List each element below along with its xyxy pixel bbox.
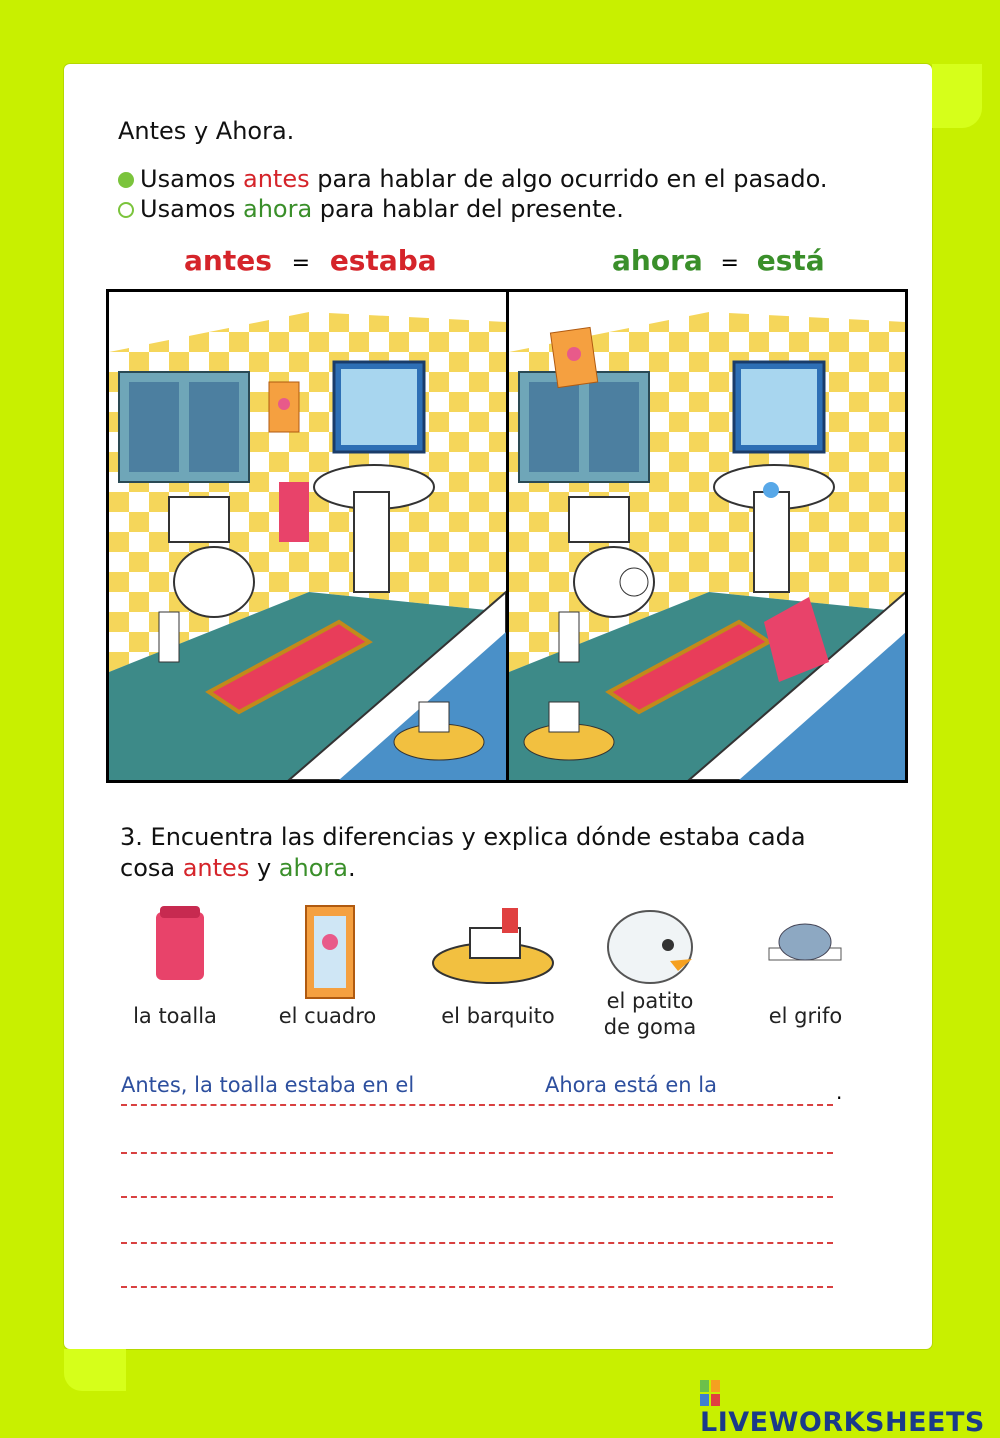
intro-line-ahora — [118, 195, 624, 223]
keyword-ahora: ahora — [242, 195, 313, 223]
faucet-icon — [765, 912, 845, 977]
picture-frame-icon — [300, 902, 360, 1007]
liveworksheets-logo — [700, 1376, 1000, 1438]
eq-word: está — [756, 244, 825, 277]
keyword-antes: antes — [242, 165, 310, 193]
eq-sign: = — [720, 251, 739, 276]
bathroom-before-illustration — [109, 292, 509, 780]
instruction-text: y — [249, 854, 279, 882]
instruction-text: cosa — [120, 854, 183, 882]
worksheet-title: Antes y Ahora. — [118, 117, 295, 145]
smiley-icon — [118, 172, 134, 188]
intro-line-antes — [118, 165, 828, 193]
eq-word: estaba — [329, 244, 437, 277]
item-label: el barquito — [441, 1004, 555, 1028]
item-label: la toalla — [133, 1004, 217, 1028]
page-fold — [64, 1349, 126, 1391]
bathroom-after-illustration — [509, 292, 906, 780]
answer-line-4[interactable] — [121, 1242, 833, 1244]
answer-line-5[interactable] — [121, 1286, 833, 1288]
eq-sign: = — [291, 251, 311, 276]
instruction-line — [120, 853, 880, 884]
item-label: el cuadro — [278, 1004, 377, 1028]
keyword-antes: antes — [182, 854, 250, 882]
toy-boat-icon — [428, 903, 558, 992]
eq-word: antes — [184, 244, 272, 277]
example-answer-part2: Ahora está en la — [545, 1073, 717, 1097]
smiley-outline-icon — [118, 202, 134, 218]
example-answer-part1: Antes, la toalla estaba en el — [121, 1073, 415, 1097]
towel-icon — [140, 902, 220, 987]
intro-text: Usamos — [140, 195, 243, 223]
keyword-ahora: ahora — [278, 854, 348, 882]
rubber-duck-icon — [598, 897, 698, 992]
instruction-text: . — [347, 854, 356, 882]
equation-antes — [184, 244, 437, 277]
answer-line-3[interactable] — [121, 1196, 833, 1198]
bathroom-comparison — [106, 289, 908, 783]
intro-text: Usamos — [140, 165, 243, 193]
intro-text: para hablar del presente. — [312, 195, 624, 223]
eq-word: ahora — [612, 244, 703, 277]
answer-line-2[interactable] — [121, 1152, 833, 1154]
item-label: el patito de goma — [603, 989, 697, 1039]
example-end-period: . — [836, 1080, 843, 1104]
item-label: el grifo — [768, 1004, 843, 1028]
exercise-instructions — [120, 822, 880, 884]
intro-text: para hablar de algo ocurrido en el pasado. — [309, 165, 828, 193]
page-tab — [932, 64, 982, 128]
answer-line-1[interactable] — [121, 1104, 833, 1106]
instruction-line: 3. Encuentra las diferencias y explica dónde estaba cada — [120, 823, 806, 851]
brand-text: LIVEWORKSHEETS — [700, 1407, 985, 1438]
liveworksheets-logo-icon — [700, 1380, 720, 1406]
equation-ahora — [612, 244, 825, 277]
